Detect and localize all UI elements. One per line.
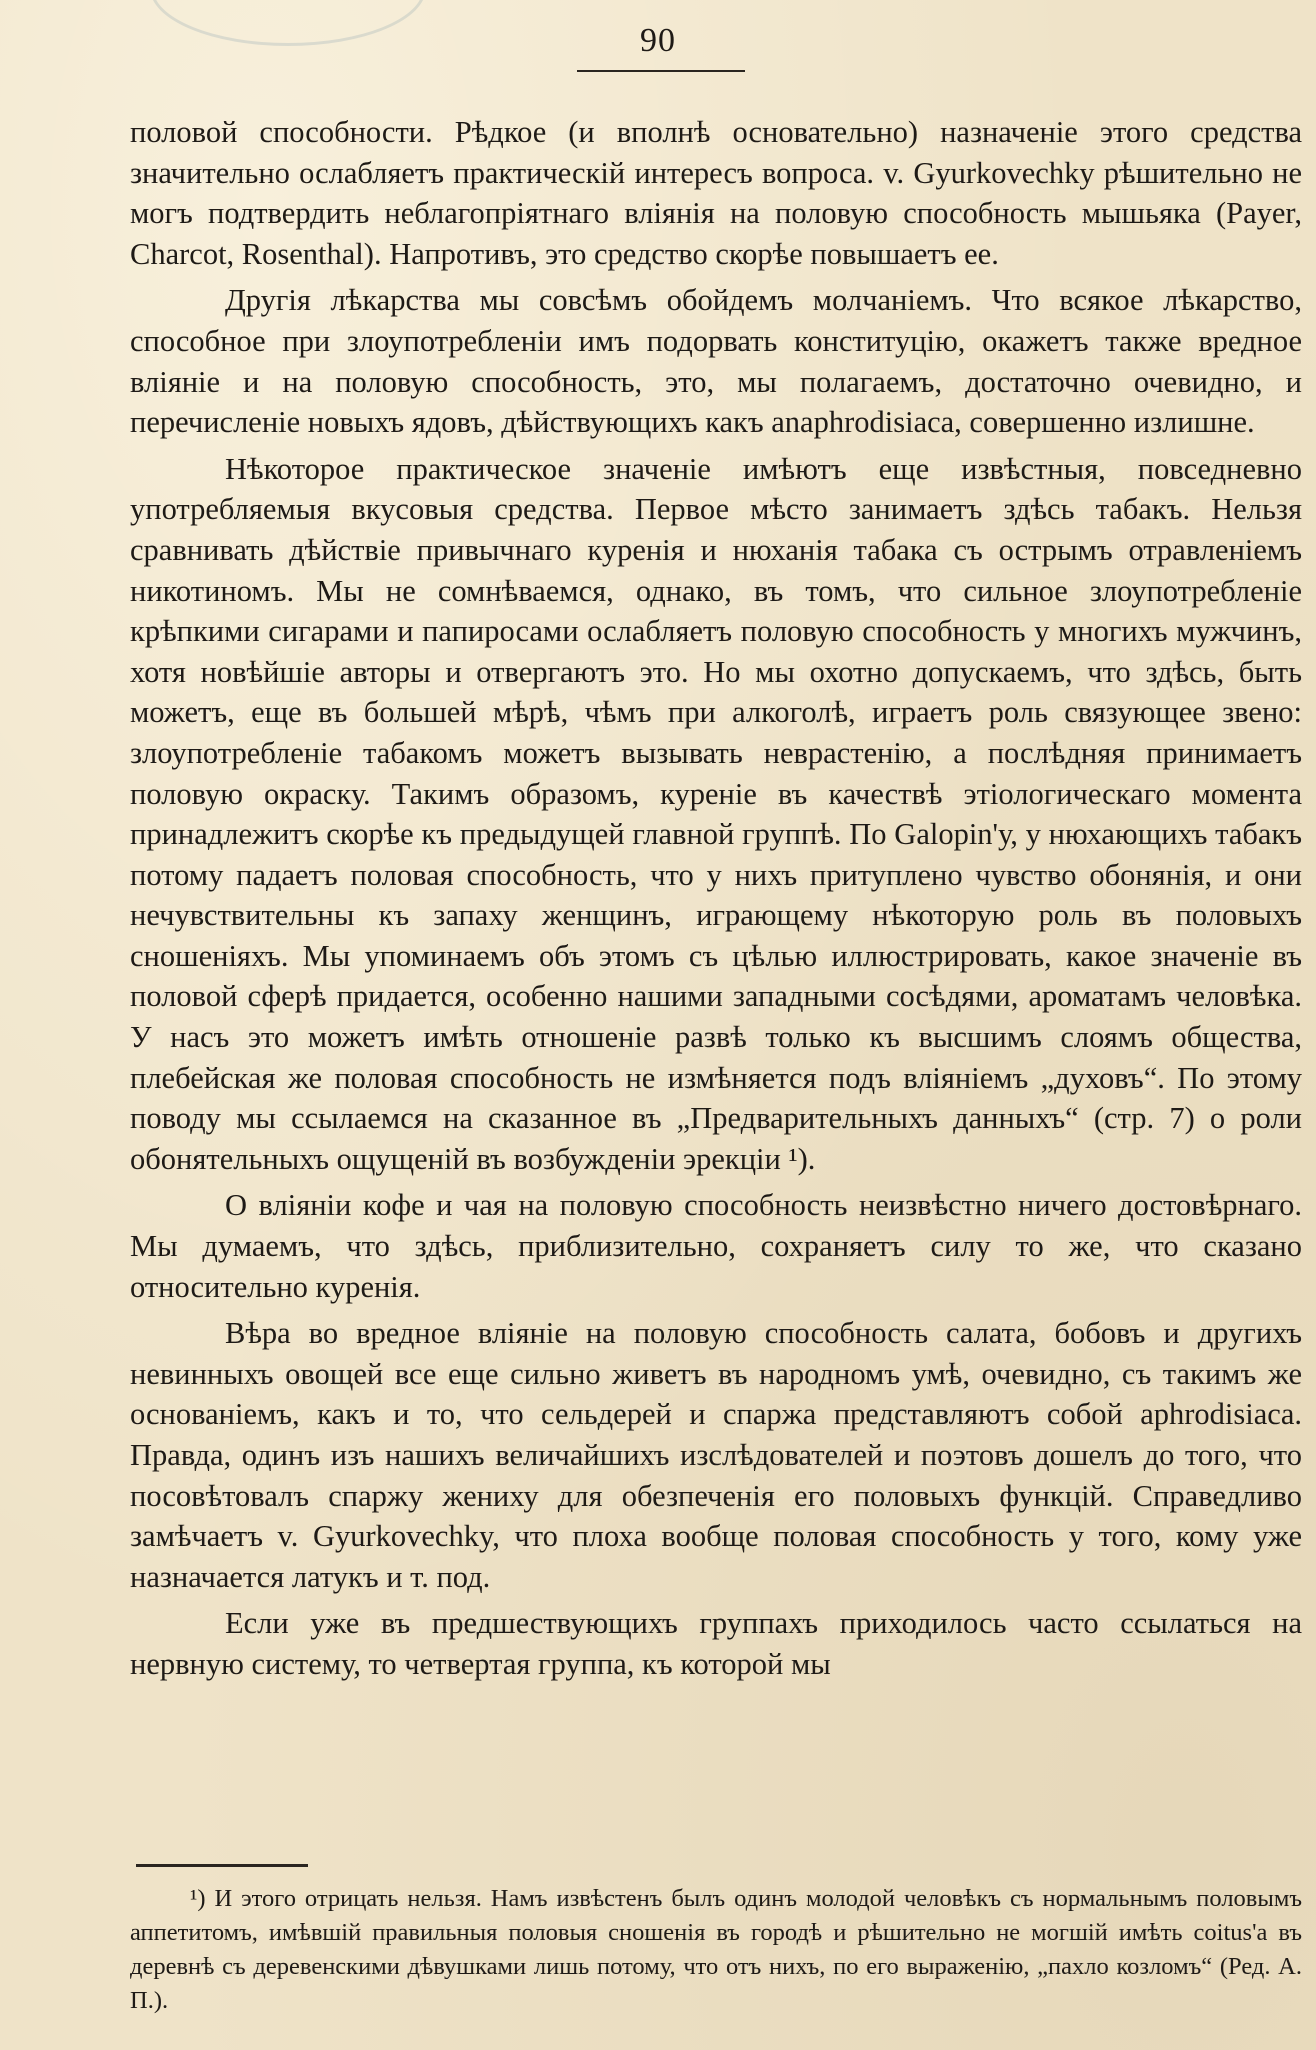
header-rule	[577, 70, 745, 72]
page-number: 90	[640, 22, 676, 59]
paragraph: Нѣкоторое практическое значеніе имѣютъ еще извѣстныя, повседневно употребляемыя вкусовыя средства. Первое мѣсто занимаетъ здѣсь табакъ. Нельзя сравнивать дѣйствіе привычнаго куренія и нюханія табака съ острымъ отравленіемъ никотиномъ. Мы не сомнѣваемся, однако, въ томъ, что сильное злоупотребленіе крѣпкими сигарами и папиросами ослабляетъ половую способность у многихъ мужчинъ, хотя новѣйшіе авторы и отвергаютъ это. Но мы охотно допускаемъ, что здѣсь, быть можетъ, еще въ большей мѣрѣ, чѣмъ при алкоголѣ, играетъ роль связующее звено: злоупотребленіе табакомъ можетъ вызывать неврастенію, а послѣдняя принимаетъ половую окраску. Такимъ образомъ, куреніе въ качествѣ этіологическаго момента принадлежитъ скорѣе къ предыдущей главной группѣ. По Galopin'у, у нюхающихъ табакъ потому падаетъ половая способность, что у нихъ притуплено чувство обонянія, и они нечувствительны къ запаху женщинъ, играющему нѣкоторую роль въ половыхъ сношеніяхъ. Мы упоминаемъ объ этомъ съ цѣлью иллюстрировать, какое значеніе въ половой сферѣ придается, особенно нашими западными сосѣдями, ароматамъ человѣка. У насъ это можетъ имѣть отношеніе развѣ только къ высшимъ слоямъ общества, плебейская же половая способность не измѣняется подъ вліяніемъ „духовъ“. По этому поводу мы ссылаемся на сказанное въ „Предварительныхъ данныхъ“ (стр. 7) о роли обонятельныхъ ощущеній въ возбужденіи эрекціи ¹).	[130, 451, 1302, 1176]
paragraph: Другія лѣкарства мы совсѣмъ обойдемъ молчаніемъ. Что всякое лѣкарство, способное при злоупотребленіи имъ подорвать конституцію, окажетъ также вредное вліяніе и на половую способность, это, мы полагаемъ, достаточно очевидно, и перечисленіе новыхъ ядовъ, дѣйствующихъ какъ anaphrodisiaca, совершенно излишне.	[130, 283, 1302, 440]
footnote-rule	[136, 1864, 308, 1867]
paragraph: Вѣра во вредное вліяніе на половую способность салата, бобовъ и другихъ невинныхъ овощей все еще сильно живетъ въ народномъ умѣ, очевидно, съ такимъ же основаніемъ, какъ и то, что сельдерей и спаржа представляютъ собой aphrodisiaca. Правда, одинъ изъ нашихъ величайшихъ изслѣдователей и поэтовъ дошелъ до того, что посовѣтовалъ спаржу жениху для обезпеченія его половыхъ функцій. Справедливо замѣчаетъ v. Gyurkovechky, что плоха вообще половая способность у того, кому уже назначается латукъ и т. под.	[130, 1316, 1302, 1594]
paragraph: О вліяніи кофе и чая на половую способность неизвѣстно ничего достовѣрнаго. Мы думаемъ, что здѣсь, приблизительно, сохраняетъ силу то же, что сказано относительно куренія.	[130, 1188, 1302, 1304]
main-text	[130, 112, 1302, 1685]
paragraph: Если уже въ предшествующихъ группахъ приходилось часто ссылаться на нервную систему, то четвертая группа, къ которой мы	[130, 1606, 1302, 1681]
page-header	[0, 22, 1316, 72]
paragraph: половой способности. Рѣдкое (и вполнѣ основательно) назначеніе этого средства значительно ослабляетъ практическій интересъ вопроса. v. Gyurkovechky рѣшительно не могъ подтвердить неблагопріятнаго вліянія на половую способность мышьяка (Payer, Charcot, Rosenthal). Напротивъ, это средство скорѣе повышаетъ ее.	[130, 115, 1302, 271]
footnote: ¹) И этого отрицать нельзя. Намъ извѣстенъ былъ одинъ молодой человѣкъ съ нормальнымъ половымъ аппетитомъ, имѣвшій правильныя половыя сношенія въ городѣ и рѣшительно не могшій имѣть coitus'а въ деревнѣ съ деревенскими дѣвушками лишь потому, что отъ нихъ, по его выраженію, „пахло козломъ“ (Ред. А. П.).	[130, 1885, 1302, 2014]
